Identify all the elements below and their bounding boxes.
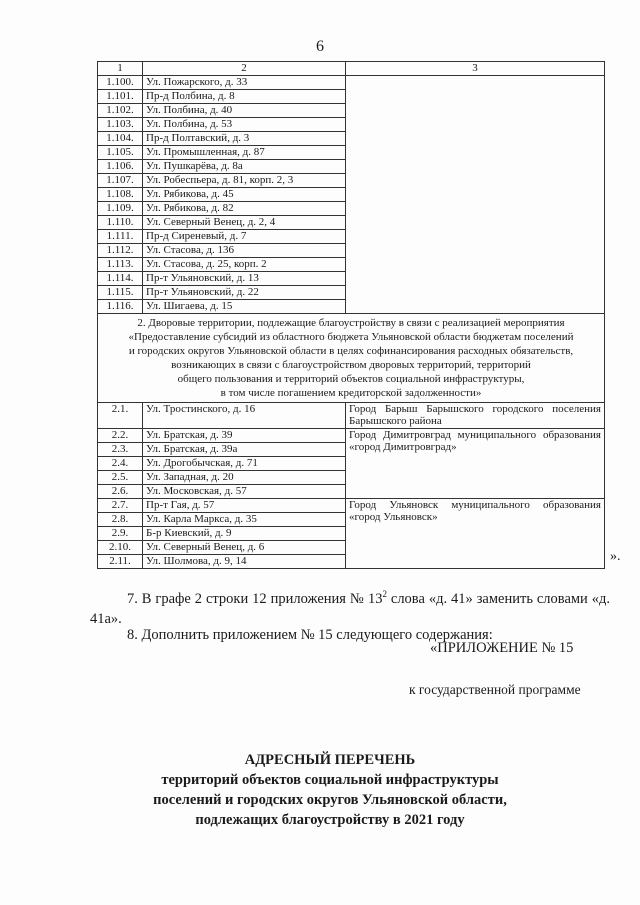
- row-number: 1.105.: [98, 146, 143, 160]
- row-number: 1.102.: [98, 104, 143, 118]
- address-table: [97, 61, 605, 569]
- row-address: Ул. Дрогобычская, д. 71: [143, 457, 346, 471]
- title-line-2: территорий объектов социальной инфраструктуры: [161, 772, 499, 788]
- row-address: Ул. Шолмова, д. 9, 14: [143, 555, 346, 569]
- row-address: Ул. Стасова, д. 136: [143, 244, 346, 258]
- row-address: Ул. Московская, д. 57: [143, 485, 346, 499]
- row-number: 2.6.: [98, 485, 143, 499]
- row-number: 2.1.: [98, 403, 143, 429]
- municipality-cell: Город Барыш Барышского городского поселения Барышского района: [346, 403, 605, 429]
- table-row: [98, 403, 605, 429]
- row-number: 2.5.: [98, 471, 143, 485]
- merged-empty-cell: [346, 76, 605, 314]
- row-number: 1.101.: [98, 90, 143, 104]
- row-number: 1.108.: [98, 188, 143, 202]
- table-row: [98, 499, 605, 513]
- section-title-line: «Предоставление субсидий из областного бюджета Ульяновской области бюджетам поселений: [128, 331, 574, 343]
- row-address: Пр-д Полтавский, д. 3: [143, 132, 346, 146]
- row-address: Ул. Братская, д. 39а: [143, 443, 346, 457]
- closing-quote: ».: [610, 549, 621, 564]
- row-number: 2.10.: [98, 541, 143, 555]
- title-line-1: АДРЕСНЫЙ ПЕРЕЧЕНЬ: [244, 752, 416, 768]
- section-title-line: возникающих в связи с благоустройством дворовых территорий, территорий: [171, 359, 531, 371]
- row-number: 2.2.: [98, 429, 143, 443]
- row-number: 1.107.: [98, 174, 143, 188]
- row-number: 2.9.: [98, 527, 143, 541]
- column-header: 2: [143, 62, 346, 76]
- column-header: 1: [98, 62, 143, 76]
- page-number: 6: [316, 38, 324, 55]
- row-address: Пр-т Ульяновский, д. 22: [143, 286, 346, 300]
- section-title-line: 2. Дворовые территории, подлежащие благоустройству в связи с реализацией мероприятия: [137, 317, 565, 329]
- row-number: 1.110.: [98, 216, 143, 230]
- row-address: Ул. Пушкарёва, д. 8а: [143, 160, 346, 174]
- row-number: 2.3.: [98, 443, 143, 457]
- paragraph-7-sup: 2: [382, 589, 387, 599]
- row-number: 1.100.: [98, 76, 143, 90]
- column-header: 3: [346, 62, 605, 76]
- row-address: Ул. Рябикова, д. 82: [143, 202, 346, 216]
- section-title-line: в том числе погашением кредиторской задолженности»: [220, 387, 482, 399]
- row-address: Пр-д Полбина, д. 8: [143, 90, 346, 104]
- row-number: 1.103.: [98, 118, 143, 132]
- document-title: [120, 750, 540, 830]
- row-address: Пр-т Гая, д. 57: [143, 499, 346, 513]
- section-title-line: и городских округов Ульяновской области в целях софинансирования расходных обязательств,: [128, 345, 574, 357]
- row-number: 2.8.: [98, 513, 143, 527]
- row-number: 1.106.: [98, 160, 143, 174]
- row-number: 2.11.: [98, 555, 143, 569]
- paragraph-7-text-a: 7. В графе 2 строки 12 приложения № 13: [127, 590, 383, 607]
- paragraph-7: [90, 584, 610, 629]
- paragraph-7-text-b: слова «д. 41» заменить словами «д. 41а».: [90, 590, 610, 627]
- row-address: Ул. Шигаева, д. 15: [143, 300, 346, 314]
- row-number: 1.112.: [98, 244, 143, 258]
- section-2-header: [98, 314, 605, 403]
- row-address: Ул. Рябикова, д. 45: [143, 188, 346, 202]
- row-number: 1.116.: [98, 300, 143, 314]
- row-number: 1.109.: [98, 202, 143, 216]
- row-address: Ул. Пожарского, д. 33: [143, 76, 346, 90]
- row-address: Ул. Промышленная, д. 87: [143, 146, 346, 160]
- paragraph-8: 8. Дополнить приложением № 15 следующего содержания:: [127, 627, 493, 643]
- row-address: Ул. Карла Маркса, д. 35: [143, 513, 346, 527]
- row-number: 1.104.: [98, 132, 143, 146]
- row-address: Ул. Тростинского, д. 16: [143, 403, 346, 429]
- title-line-4: подлежащих благоустройству в 2021 году: [195, 812, 465, 828]
- row-address: Ул. Стасова, д. 25, корп. 2: [143, 258, 346, 272]
- row-address: Пр-д Сиреневый, д. 7: [143, 230, 346, 244]
- table-row: [98, 76, 605, 90]
- section-title-line: общего пользования и территорий объектов социальной инфраструктуры,: [177, 373, 525, 385]
- row-address: Ул. Северный Венец, д. 6: [143, 541, 346, 555]
- row-address: Б-р Киевский, д. 9: [143, 527, 346, 541]
- table-row: [98, 429, 605, 443]
- row-address: Пр-т Ульяновский, д. 13: [143, 272, 346, 286]
- municipality-cell: Город Ульяновск муниципального образования «город Ульяновск»: [346, 499, 605, 569]
- appendix-label: «ПРИЛОЖЕНИЕ № 15: [430, 640, 574, 656]
- row-address: Ул. Братская, д. 39: [143, 429, 346, 443]
- row-number: 2.7.: [98, 499, 143, 513]
- row-number: 1.115.: [98, 286, 143, 300]
- row-address: Ул. Западная, д. 20: [143, 471, 346, 485]
- section-2-title: [98, 314, 605, 403]
- municipality-cell: Город Димитровград муниципального образования «город Димитровград»: [346, 429, 605, 499]
- row-number: 1.111.: [98, 230, 143, 244]
- row-address: Ул. Полбина, д. 53: [143, 118, 346, 132]
- program-label: к государственной программе: [409, 682, 581, 697]
- row-number: 2.4.: [98, 457, 143, 471]
- row-number: 1.113.: [98, 258, 143, 272]
- row-address: Ул. Полбина, д. 40: [143, 104, 346, 118]
- row-address: Ул. Северный Венец, д. 2, 4: [143, 216, 346, 230]
- row-number: 1.114.: [98, 272, 143, 286]
- title-line-3: поселений и городских округов Ульяновской области,: [153, 792, 507, 808]
- table-header-row: [98, 62, 605, 76]
- row-address: Ул. Робеспьера, д. 81, корп. 2, 3: [143, 174, 346, 188]
